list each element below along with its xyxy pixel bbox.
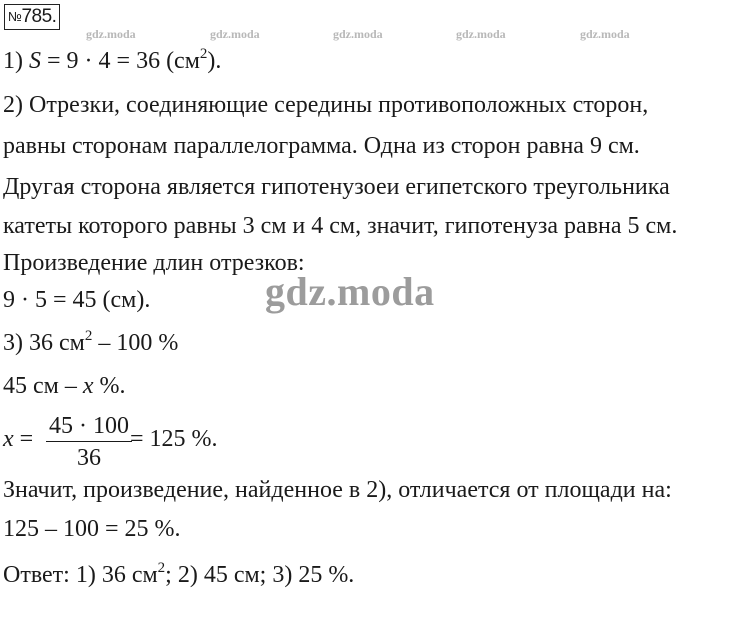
solution-line-8: 3) 36 $см^2 - 100$ %: [3, 328, 179, 356]
solution-line-2: 2) Отрезки, соединяющие середины противоположных сторон,: [3, 92, 649, 118]
watermark-small: gdz.moda: [456, 27, 506, 41]
watermark-large: gdz.moda: [265, 269, 435, 314]
solution-line-3: равны сторонам параллелограмма. Одна из сторон равна 9 см.: [3, 133, 640, 159]
fraction-denominator: 36: [77, 445, 101, 471]
variable-x: x: [82, 373, 94, 399]
watermark-small: gdz.moda: [210, 27, 260, 41]
solution-line-4: Другая сторона является гипотенузоеи египетского треугольника: [3, 174, 670, 200]
number-sign: №: [8, 9, 22, 24]
solution-line-6: Произведение длин отрезков:: [3, 250, 305, 276]
solution-line-10: x =: [3, 426, 34, 452]
answer-line: Ответ: 1) 36 $см^2$; 2) 45 см; 3) 25 %.: [3, 560, 355, 588]
watermark-small: gdz.moda: [580, 27, 630, 41]
fraction-result: = 125 %.: [130, 426, 218, 452]
problem-number-badge: [4, 4, 60, 30]
variable-s: S: [29, 48, 41, 74]
solution-line-11: Значит, произведение, найденное в 2), отличается от площади на:: [3, 477, 672, 503]
solution-line-7: 9 · 5 = 45 (см).: [3, 287, 151, 313]
problem-number: 785.: [21, 6, 57, 27]
fraction: [46, 412, 132, 472]
watermark-small: gdz.moda: [86, 27, 136, 41]
solution-line-5: катеты которого равны 3 см и 4 см, значит, гипотенуза равна 5 см.: [3, 213, 678, 239]
fraction-bar: [46, 441, 132, 442]
fraction-numerator: 45 · 100: [49, 413, 129, 439]
solution-line-12: 125 – 100 = 25 %.: [3, 516, 181, 542]
solution-line-9: 45 см – x %.: [3, 373, 126, 399]
variable-x: x: [3, 426, 14, 452]
watermark-small: gdz.moda: [333, 27, 383, 41]
solution-line-1: 1) S = 9 · 4 = 36 $(см^2)$.: [3, 46, 222, 74]
